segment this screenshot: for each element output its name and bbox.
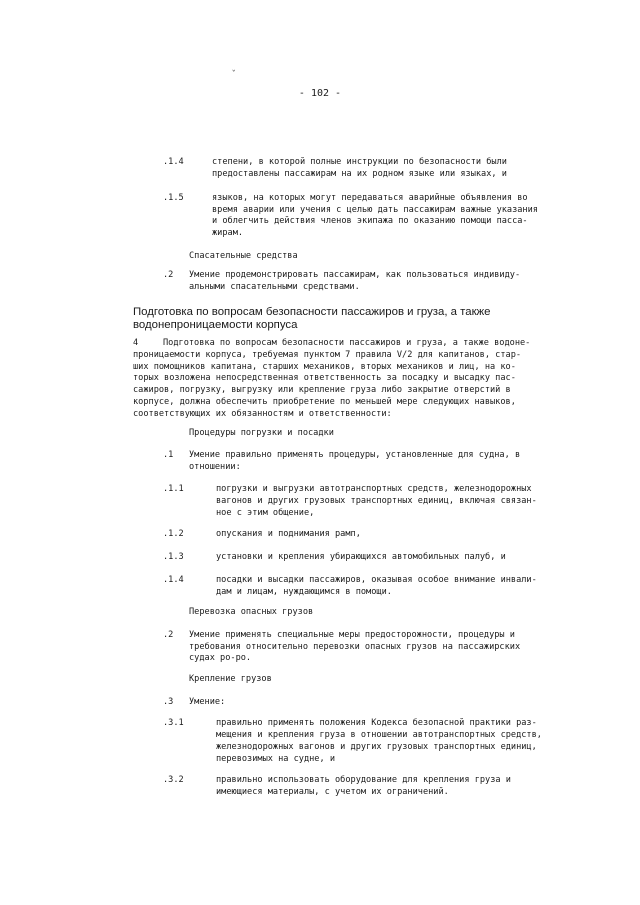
text-line: посадки и высадки пассажиров, оказывая особое внимание инвали- — [216, 575, 537, 585]
text-line: предоставлены пассажирам на их родном языке или языках, и — [212, 169, 507, 179]
item-number: .1.2 — [163, 529, 184, 539]
corner-mark: ˇ — [231, 70, 237, 80]
subheading-lifesaving: Спасательные средства — [189, 251, 298, 261]
item-number: .2 — [163, 630, 174, 640]
text-line: требования относительно перевозки опасных грузов на пассажирских — [189, 642, 521, 652]
text-line: проницаемости корпуса, требуемая пунктом 7 правила V/2 для капитанов, стар- — [133, 350, 522, 360]
section-title-line: Подготовка по вопросам безопасности пассажиров и груза, а также — [133, 306, 491, 318]
item-number: .3.2 — [163, 775, 184, 785]
text-line: судах ро-ро. — [189, 653, 252, 663]
subheading-securing: Крепление грузов — [189, 674, 272, 684]
text-line: корпусе, должна обеспечить приобретение по меньшей мере следующих навыков, — [133, 397, 516, 407]
text-line: ное с этим общение, — [216, 508, 315, 518]
text-line: вагонов и других грузовых транспортных единиц, включая связан- — [216, 496, 537, 506]
paragraph-number: 4 — [133, 338, 139, 348]
text-line: правильно использовать оборудование для крепления груза и — [216, 775, 511, 785]
text-line: жирам. — [212, 228, 244, 238]
subheading-loading: Процедуры погрузки и посадки — [189, 428, 334, 438]
page-number: - 102 - — [298, 88, 342, 99]
item-number: .2 — [163, 270, 174, 280]
text-line: языков, на которых могут передаваться аварийные объявления во — [212, 193, 528, 203]
subheading-dangerous: Перевозка опасных грузов — [189, 607, 314, 617]
text-line: Умение: — [189, 697, 226, 707]
text-line: Умение правильно применять процедуры, установленные для судна, в — [189, 450, 521, 460]
text-line: опускания и поднимания рамп, — [216, 529, 361, 539]
text-line: дам и лицам, нуждающимся в помощи. — [216, 587, 392, 597]
section-title — [133, 306, 491, 332]
section-title-line: водонепроницаемости корпуса — [133, 319, 298, 331]
text-line: Подготовка по вопросам безопасности пассажиров и груза, а также водоне- — [163, 338, 531, 348]
text-line: мещения и крепления груза в отношении автотранспортных средств, — [216, 730, 542, 740]
text-line: альными спасательными средствами. — [189, 282, 360, 292]
text-line: имеющиеся материалы, с учетом их ограничений. — [216, 787, 449, 797]
item-number: .1 — [163, 450, 174, 460]
item-number: .1.3 — [163, 552, 184, 562]
text-line: ших помощников капитана, старших механиков, вторых механиков и лиц, на ко- — [133, 362, 516, 372]
text-line: установки и крепления убирающихся автомобильных палуб, и — [216, 552, 506, 562]
text-line: погрузки и выгрузки автотранспортных средств, железнодорожных — [216, 484, 532, 494]
text-line: сажиров, погрузку, выгрузку или крепление груза либо закрытие отверстий в — [133, 385, 511, 395]
item-number: .3 — [163, 697, 174, 707]
text-line: правильно применять положения Кодекса безопасной практики раз- — [216, 718, 537, 728]
text-line: Умение применять специальные меры предосторожности, процедуры и — [189, 630, 515, 640]
text-line: железнодорожных вагонов и других грузовых транспортных единиц, — [216, 742, 537, 752]
item-number: .1.5 — [163, 193, 184, 203]
text-line: время аварии или учения с целью дать пассажирам важные указания — [212, 205, 538, 215]
text-line: и облегчить действия членов экипажа по оказанию помощи пасса- — [212, 216, 528, 226]
text-line: Умение продемонстрировать пассажирам, как пользоваться индивиду- — [189, 270, 521, 280]
item-number: .1.4 — [163, 575, 184, 585]
text-line: торых возложена непосредственная ответственность за посадку и высадку пас- — [133, 373, 516, 383]
item-number: .1.1 — [163, 484, 184, 494]
text-line: степени, в которой полные инструкции по безопасности были — [212, 157, 507, 167]
item-number: .3.1 — [163, 718, 184, 728]
text-line: отношении: — [189, 462, 241, 472]
item-number: .1.4 — [163, 157, 184, 167]
text-line: соответствующих их обязанностям и ответственности: — [133, 409, 392, 419]
text-line: перевозимых на судне, и — [216, 754, 335, 764]
